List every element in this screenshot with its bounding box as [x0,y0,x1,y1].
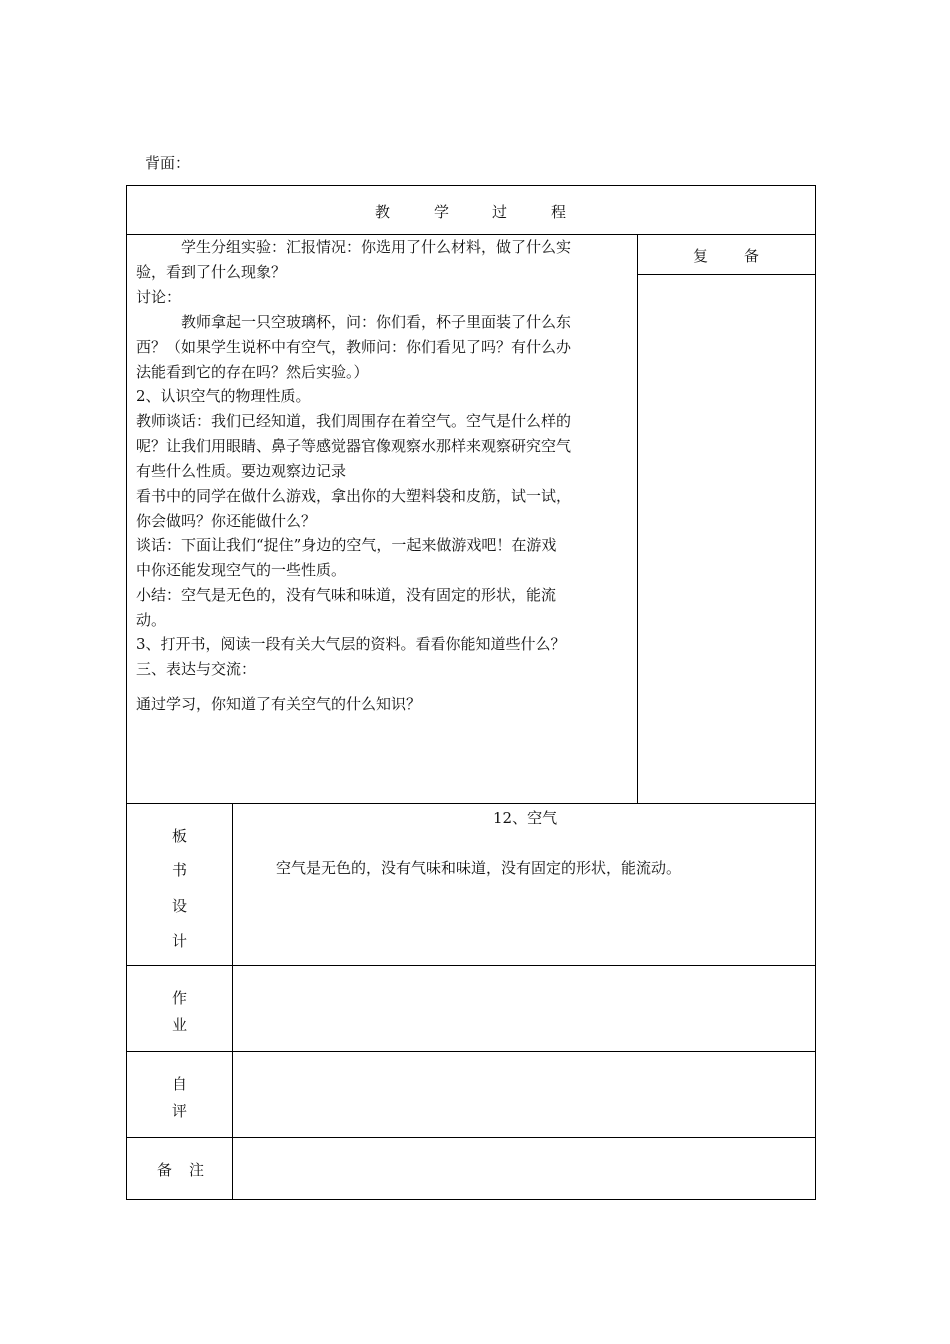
process-header-char: 过 [492,203,508,221]
process-line: 教师谈话：我们已经知道，我们周围存在着空气。空气是什么样的 [136,412,572,430]
notes-label-char: 注 [189,1161,205,1179]
process-line: 3、打开书，阅读一段有关大气层的资料。看看你能知道些什么？ [136,635,566,653]
board-label-char: 书 [172,861,188,879]
process-line: 讨论： [136,288,182,306]
process-line: 教师拿起一只空玻璃杯，问：你们看，杯子里面装了什么东 [181,313,572,331]
process-line: 中你还能发现空气的一些性质。 [136,561,347,579]
process-header-char: 学 [434,203,450,221]
process-line: 三、表达与交流： [136,660,257,678]
process-line: 看书中的同学在做什么游戏，拿出你的大塑料袋和皮筋，试一试， [136,487,572,505]
process-line: 验，看到了什么现象？ [136,263,287,281]
process-line: 西？（如果学生说杯中有空气，教师问：你们看见了吗？有什么办 [136,338,572,356]
board-label-char: 板 [172,827,188,845]
process-line: 2、认识空气的物理性质。 [136,387,311,405]
board-title: 12、空气 [493,809,558,827]
self-eval-label-char: 评 [172,1102,188,1120]
process-header-char: 教 [375,203,391,221]
process-line: 谈话：下面让我们“捉住”身边的空气，一起来做游戏吧！在游戏 [136,536,557,554]
prep-header-char: 备 [744,247,760,265]
process-line: 法能看到它的存在吗？然后实验。） [136,363,369,381]
process-header-char: 程 [551,203,567,221]
homework-label-char: 作 [172,989,188,1007]
process-line: 动。 [136,611,167,629]
process-line: 呢？让我们用眼睛、鼻子等感觉器官像观察水那样来观察研究空气 [136,437,572,455]
board-label-char: 设 [172,897,188,915]
homework-label-char: 业 [172,1016,188,1034]
prep-header-char: 复 [693,247,709,265]
process-line: 有些什么性质。要边观察边记录 [136,462,347,480]
process-line: 小结：空气是无色的，没有气味和味道，没有固定的形状，能流 [136,586,557,604]
board-content: 空气是无色的，没有气味和味道，没有固定的形状，能流动。 [276,859,682,877]
self-eval-label-char: 自 [172,1075,188,1093]
board-label-char: 计 [172,932,188,950]
process-line: 你会做吗？你还能做什么？ [136,512,317,530]
process-line: 通过学习，你知道了有关空气的什么知识？ [136,695,422,713]
notes-label-char: 备 [157,1161,173,1179]
process-line: 学生分组实验：汇报情况：你选用了什么材料，做了什么实 [181,238,572,256]
page-label: 背面： [145,154,191,172]
